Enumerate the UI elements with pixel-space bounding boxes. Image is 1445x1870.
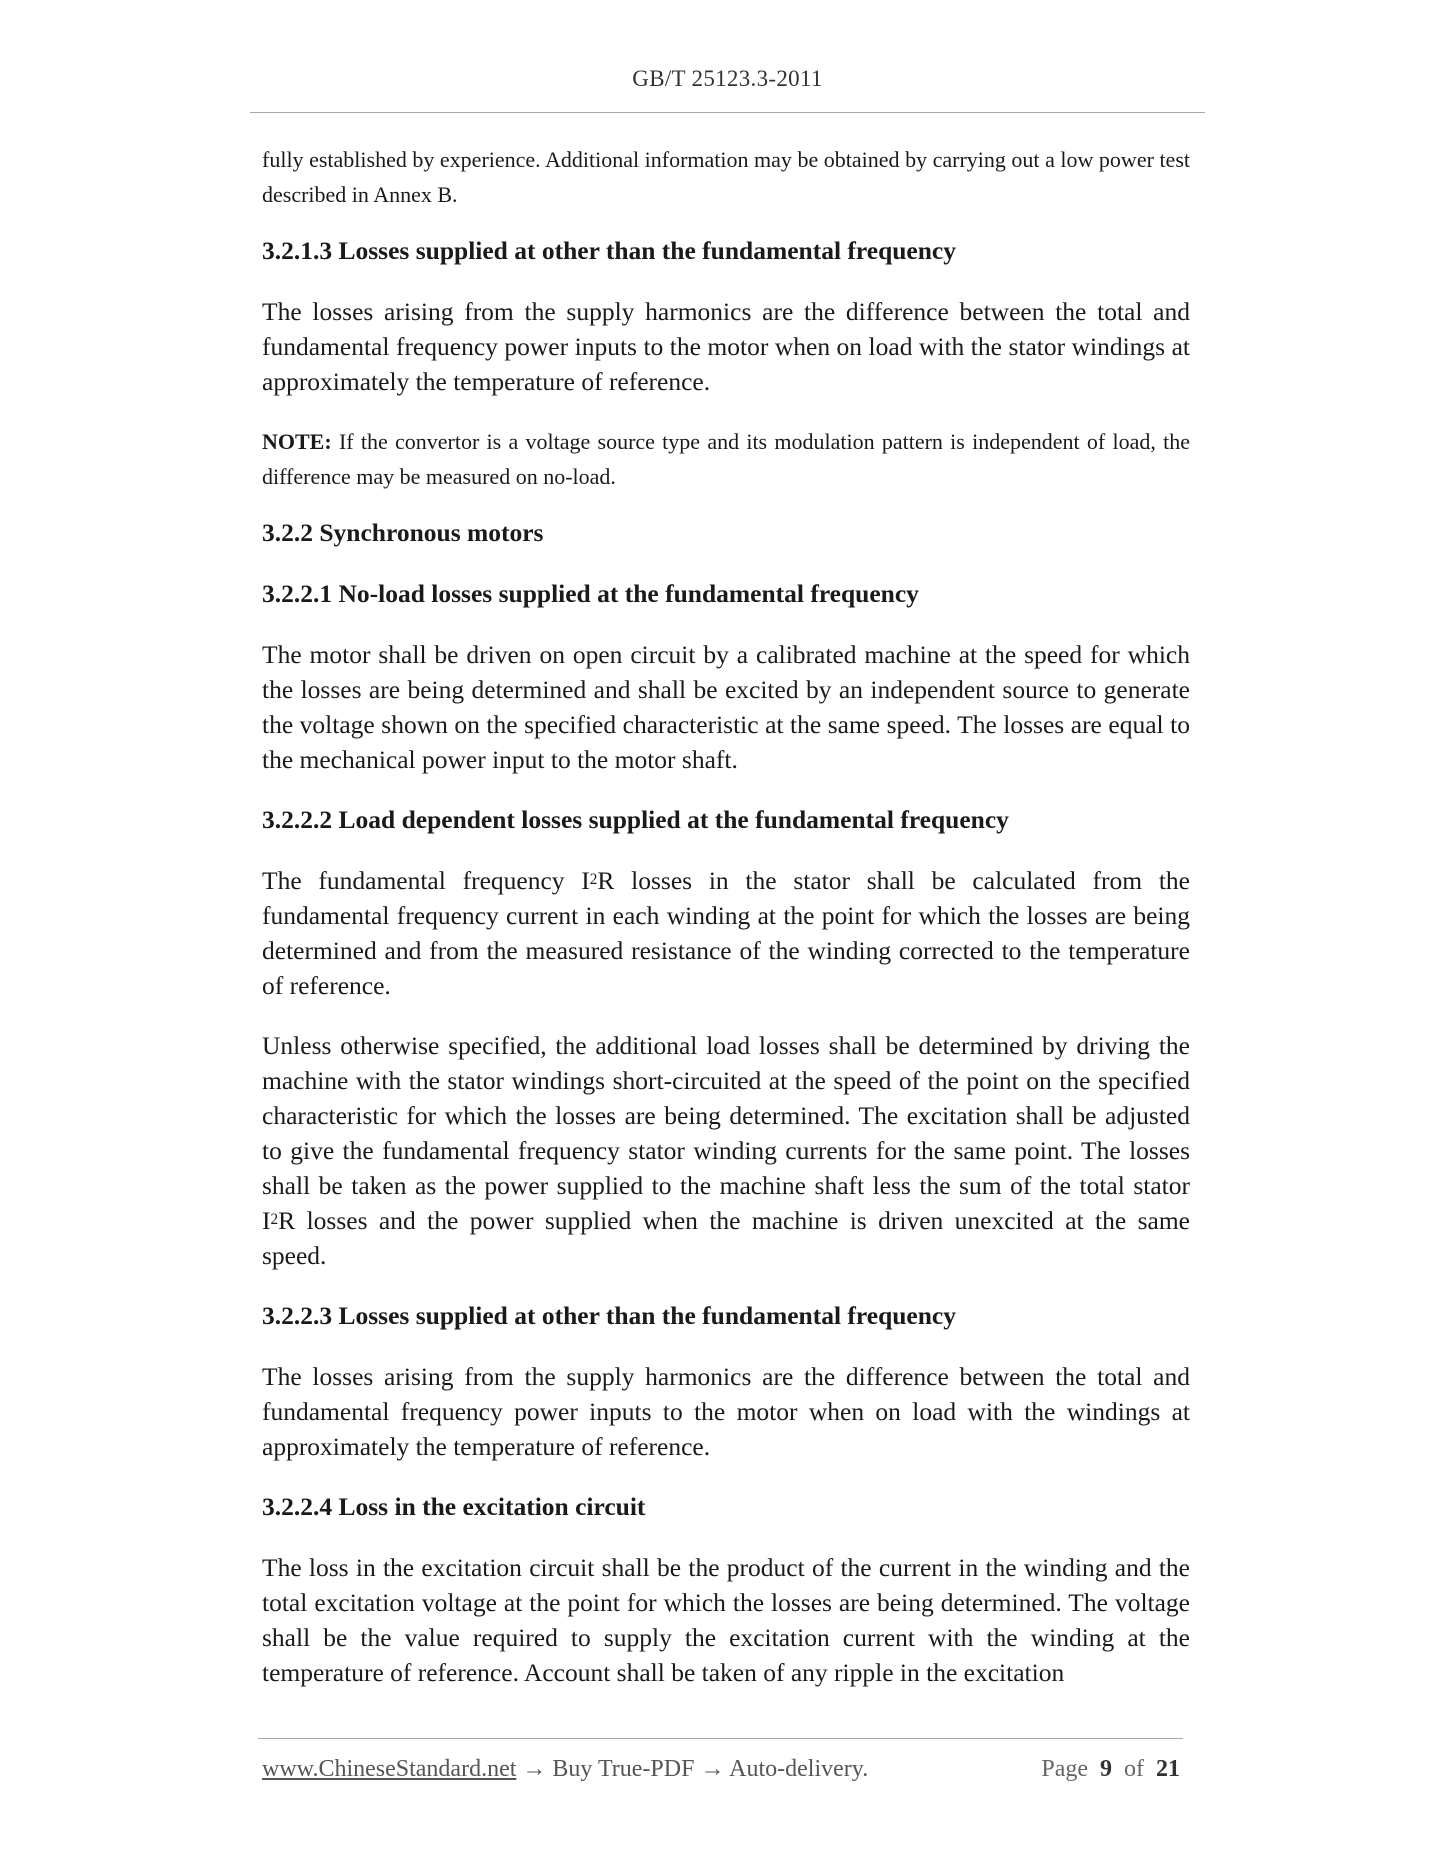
- paragraph-3-2-2-1: The motor shall be driven on open circuit by a calibrated machine at the speed for which the losses are being determined and shall be excited by an independent source to generate the voltage shown on the specified characteristic at the same speed. The losses are equal to the mechanical power input to the motor shaft.: [262, 640, 1190, 774]
- website-link[interactable]: www.ChineseStandard.net: [262, 1756, 517, 1782]
- paragraph-3-2-2-2-b-end: R losses and the power supplied when the machine is driven unexcited at the same speed.: [262, 1206, 1190, 1270]
- section-heading-3-2-2-1: 3.2.2.1 No-load losses supplied at the fundamental frequency: [262, 579, 919, 608]
- superscript-two: 2: [589, 870, 598, 888]
- paragraph-3-2-1-3: The losses arising from the supply harmonics are the difference between the total and fundamental frequency power inputs to the motor when on load with the stator windings at approximately the temperature of reference.: [262, 297, 1190, 396]
- note-label: NOTE:: [262, 429, 332, 454]
- paragraph-3-2-2-2-b-start: Unless otherwise specified, the additional load losses shall be determined by driving the machine with the stator windings short-circuited at the speed of the point on the specified characteristic for which the losses are being determined. The excitation shall be adjusted to give the fundamental frequency stator winding currents for the same point. The losses shall be taken as the power supplied to the machine shaft less the sum of the total stator I: [262, 1031, 1190, 1235]
- page-number: 9: [1100, 1756, 1112, 1782]
- section-heading-3-2-1-3: 3.2.1.3 Losses supplied at other than the fundamental frequency: [262, 236, 957, 265]
- buy-pdf-text: Buy True-PDF: [552, 1756, 695, 1782]
- paragraph-3-2-2-4: The loss in the excitation circuit shall be the product of the current in the winding and the total excitation voltage at the point for which the losses are being determined. The voltage shall be the value required to supply the excitation current with the winding at the temperature of reference. Account shall be taken of any ripple in the excitation: [262, 1553, 1190, 1687]
- paragraph-3-2-2-2-a-end: R losses in the stator shall be calculated from the fundamental frequency current in each winding at the point for which the losses are being determined and from the measured resistance of the winding corrected to the temperature of reference.: [262, 866, 1190, 1000]
- note-paragraph: [262, 424, 1190, 494]
- paragraph-3-2-2-3: The losses arising from the supply harmonics are the difference between the total and fundamental frequency power inputs to the motor when on load with the windings at approximately the temperature of reference.: [262, 1362, 1190, 1461]
- intro-paragraph: fully established by experience. Additional information may be obtained by carrying out a low power test described in Annex B.: [262, 147, 1190, 207]
- footer-divider: [258, 1738, 1183, 1739]
- note-text: If the convertor is a voltage source type and its modulation pattern is independent of load, the difference may be measured on no-load.: [262, 429, 1190, 489]
- footer-promo: [262, 1756, 868, 1783]
- paragraph-3-2-2-2-b: [262, 1028, 1190, 1273]
- superscript-two: 2: [270, 1210, 279, 1228]
- paragraph-3-2-2-2-a: [262, 863, 1190, 1003]
- document-body: [262, 142, 1190, 1715]
- section-heading-3-2-2: 3.2.2 Synchronous motors: [262, 518, 544, 547]
- document-header-title: GB/T 25123.3-2011: [632, 66, 823, 91]
- page-indicator: [1041, 1756, 1180, 1783]
- of-label: of: [1124, 1756, 1144, 1782]
- paragraph-3-2-2-2-a-start: The fundamental frequency I: [262, 866, 590, 895]
- section-heading-3-2-2-4: 3.2.2.4 Loss in the excitation circuit: [262, 1492, 646, 1521]
- page-total: 21: [1156, 1756, 1180, 1782]
- page-label: Page: [1041, 1756, 1088, 1782]
- section-heading-3-2-2-2: 3.2.2.2 Load dependent losses supplied at the fundamental frequency: [262, 805, 1009, 834]
- arrow-icon: →: [694, 1756, 730, 1782]
- header-divider: [250, 112, 1205, 113]
- auto-delivery-text: Auto-delivery.: [729, 1756, 869, 1782]
- arrow-icon: →: [516, 1756, 553, 1782]
- section-heading-3-2-2-3: 3.2.2.3 Losses supplied at other than the fundamental frequency: [262, 1301, 957, 1330]
